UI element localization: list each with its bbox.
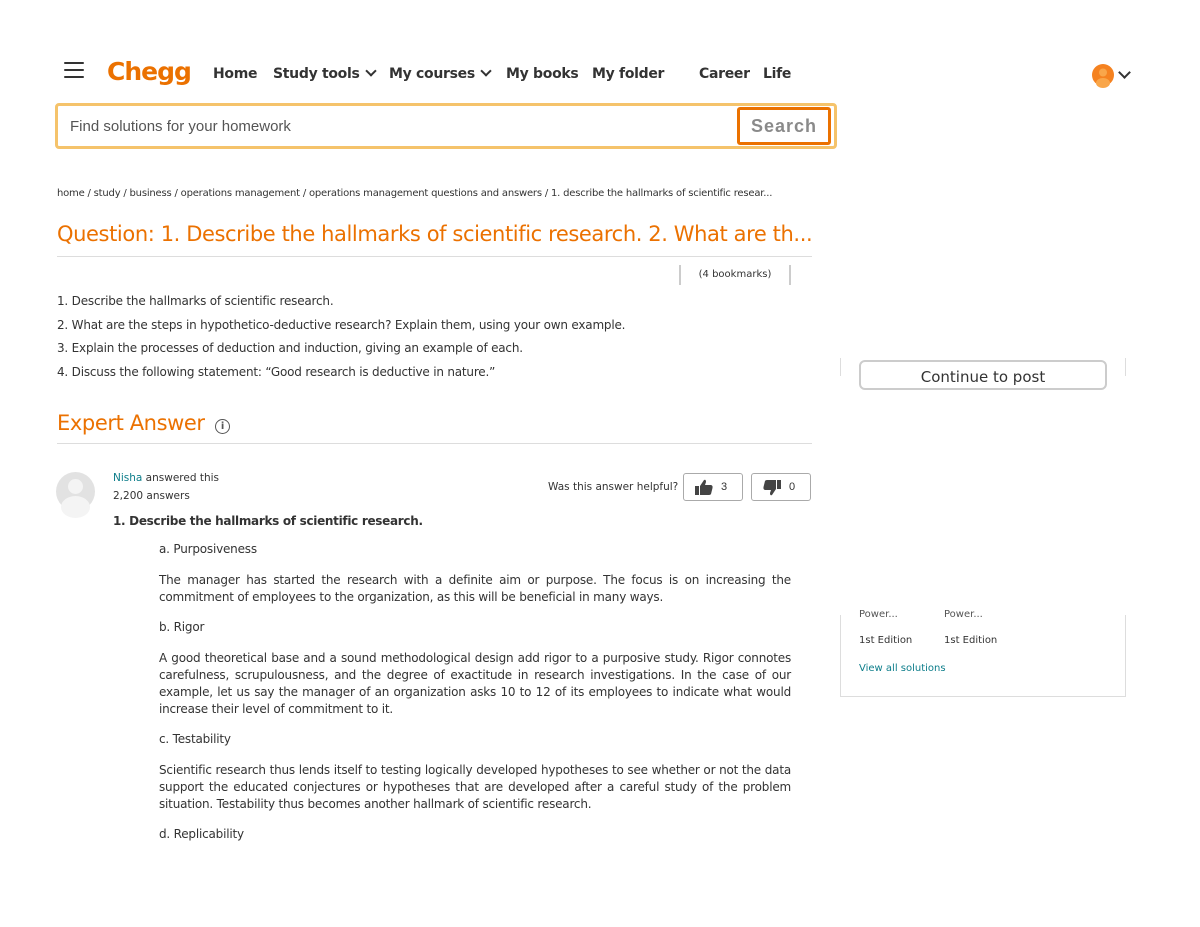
chevron-down-icon [480,65,491,76]
nav-life-label: Life [763,66,792,82]
answer-paragraph: b. Rigor [159,620,205,634]
question-title-text: 1. Describe the hallmarks of scientific research. 2. What are th... [160,222,813,246]
expert-answer-title: Expert Answer [57,411,205,435]
thumbs-down-count: 0 [789,481,796,493]
thumbs-down-button[interactable] [751,473,811,501]
answerer-line [113,472,219,484]
nav-home-label: Home [213,66,258,82]
answered-text: answered this [142,472,219,484]
thumbs-up-button[interactable] [683,473,743,501]
answer-body [113,514,793,843]
answer-paragraph: A good theoretical base and a sound methodological design add rigor to a purposive study. Rigor connotes carefulness, scrupulousness, and the degree of exactitude in research investigations. In the case of our example, let us say the manager of an organization asks 10 to 12 of its employees to indicate what would increase their level of commitment to it. [159,651,791,716]
continue-button-label: Continue to post [920,368,1046,386]
nav-career[interactable] [699,66,750,82]
nav-career-label: Career [699,66,750,82]
answer-paragraph: Scientific research thus lends itself to testing logically developed hypotheses to see whether or not the data support the educated conjectures or hypotheses that are developed after a careful study of the problem situation. Testability thus becomes another hallmark of scientific research. [159,763,791,811]
search-button[interactable]: Search [737,107,831,145]
nav-study-tools-label: Study tools [273,66,360,82]
nav-my-books-label: My books [506,66,579,82]
divider [57,443,812,444]
textbook-edition: 1st Edition [944,635,998,646]
nav-my-folder[interactable] [592,66,664,82]
chegg-logo[interactable]: Chegg [107,57,191,86]
helpful-prompt: Was this answer helpful? [548,481,679,493]
nav-my-folder-label: My folder [592,66,665,82]
chevron-down-icon[interactable] [1118,66,1131,79]
textbook-item[interactable] [944,609,997,646]
question-line: 3. Explain the processes of deduction and induction, giving an example of each. [57,341,523,355]
answer-paragraph: c. Testability [159,732,231,746]
nav-my-books[interactable] [506,66,578,82]
textbook-title: Power... [859,609,898,620]
nav-life[interactable] [763,66,791,82]
chevron-down-icon [365,65,376,76]
nav-home[interactable] [213,66,257,82]
nav-my-courses-label: My courses [389,66,475,82]
nav-my-courses[interactable] [389,66,490,82]
expert-answer-heading [57,411,230,435]
answer-paragraph: d. Replicability [159,827,244,841]
question-label: Question: [57,222,155,246]
answer-paragraph: The manager has started the research with a definite aim or purpose. The focus is on increasing the commitment of employees to the organization, as this will be beneficial in many ways. [159,573,791,604]
textbook-item[interactable] [859,609,912,646]
view-all-solutions-link[interactable]: View all solutions [859,663,946,674]
textbook-title: Power... [944,609,983,620]
question-title [57,222,812,246]
bookmark-count[interactable]: (4 bookmarks) [698,269,772,280]
sidebar-card-top [840,358,1126,386]
breadcrumb[interactable]: home / study / business / operations management / operations management questions and answers / 1. describe the hallmarks of scientific resear... [57,188,773,199]
answer-content [159,541,791,843]
divider [57,256,812,257]
user-avatar-icon [1092,64,1114,86]
answer-heading: 1. Describe the hallmarks of scientific research. [113,514,423,528]
question-line: 2. What are the steps in hypothetico-deductive research? Explain them, using your own example. [57,317,626,332]
hamburger-icon[interactable] [64,62,84,78]
thumbs-up-icon [694,479,714,496]
answer-paragraph: a. Purposiveness [159,542,257,556]
avatar[interactable] [1092,64,1114,86]
thumbs-up-count: 3 [721,481,728,493]
bookmark-bar [679,265,791,285]
answerer-avatar [56,472,95,511]
nav-study-tools[interactable] [273,66,375,82]
info-icon[interactable]: i [215,419,230,434]
question-body [57,290,817,384]
top-navigation [0,0,1200,100]
related-textbooks-panel [840,609,1126,697]
answer-count: 2,200 answers [113,490,190,502]
answerer-name[interactable]: Nisha [113,472,143,484]
continue-button[interactable] [859,360,1107,390]
question-line: 4. Discuss the following statement: “Good research is deductive in nature.” [57,364,496,379]
search-bar [55,103,837,149]
textbook-edition: 1st Edition [859,635,913,646]
question-line: 1. Describe the hallmarks of scientific research. [57,294,334,308]
thumbs-down-icon [762,479,782,496]
search-input[interactable] [70,114,730,138]
